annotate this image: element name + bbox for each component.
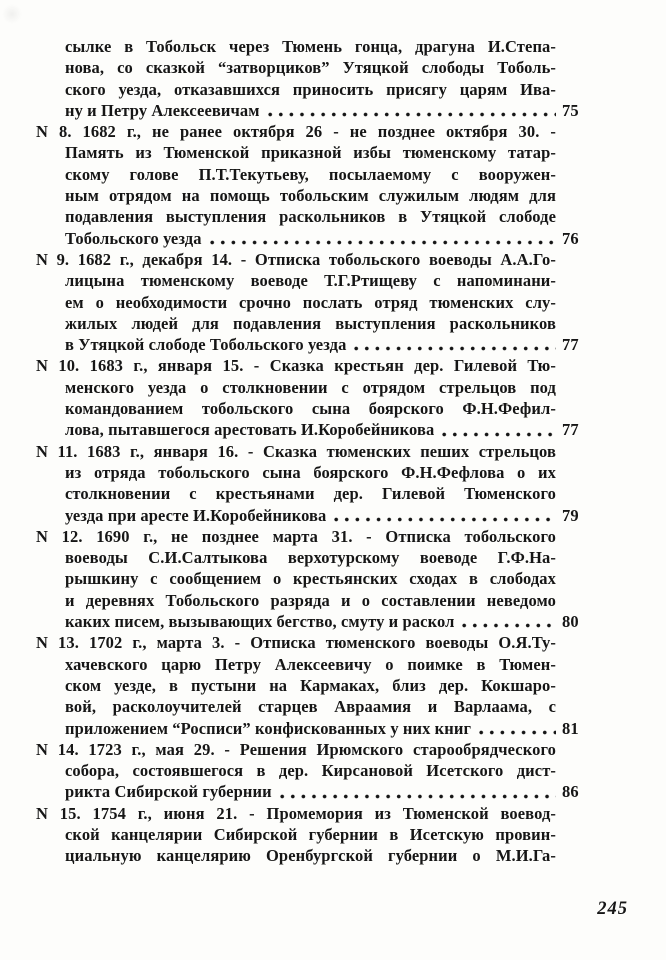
toc-entry: [36, 249, 608, 355]
toc-line-with-page-ref: [36, 611, 608, 632]
toc-line: каких писем, вызывающих бегство, смуту и раскол: [65, 612, 455, 632]
toc-line: рышкину с сообщением о крестьянских сходах в слободах: [65, 569, 556, 589]
toc-line: ской канцелярии Сибирской губернии в Исетскую провин-: [65, 824, 556, 844]
toc-line-with-page-ref: [36, 419, 608, 440]
toc-line: собора, состоявшегося в дер. Кирсановой Исетского дист-: [65, 761, 556, 781]
toc-line: Тобольского уезда: [65, 228, 202, 248]
dot-leader: [210, 239, 556, 246]
toc-line: ным отрядом на помощь тобольским служилым людям для: [65, 186, 556, 206]
toc-line: Память из Тюменской приказной избы тюменскому татар-: [65, 143, 556, 163]
dot-leader: [442, 431, 556, 438]
dot-leader: [354, 345, 556, 352]
toc-line: циальную канцелярию Оренбургской губернии о М.И.Га-: [65, 846, 556, 866]
dot-leader: [462, 622, 556, 629]
toc-line: N 12. 1690 г., не позднее марта 31. - Отписка тобольского: [36, 526, 556, 546]
toc-line: командованием тобольского сына боярского Ф.Н.Фефил-: [65, 399, 556, 419]
toc-line-with-page-ref: [36, 781, 608, 802]
dot-leader: [280, 793, 556, 800]
toc-line: лова, пытавшегося арестовать И.Коробейникова: [65, 420, 435, 440]
toc-entry: [36, 121, 608, 249]
toc-line: уезда при аресте И.Коробейникова: [65, 505, 327, 525]
entry-page-number: 81: [562, 718, 579, 738]
entry-page-number: 80: [562, 612, 579, 632]
toc-entries: [36, 36, 608, 867]
entry-page-number: 77: [562, 335, 579, 355]
toc-line: столкновении с крестьянами дер. Гилевой Тюменского: [65, 484, 556, 504]
toc-line: N 14. 1723 г., мая 29. - Решения Ирюмского старообрядческого: [36, 739, 556, 759]
toc-line: рикта Сибирской губернии: [65, 782, 272, 802]
entry-page-number: 79: [562, 505, 579, 525]
toc-line: менского уезда о столкновении с отрядом стрельцов под: [65, 377, 556, 397]
toc-line: подавления выступления раскольников в Утяцкой слободе: [65, 207, 556, 227]
toc-line: лицына тюменскому воеводе Т.Г.Ртищеву с напоминани-: [65, 271, 556, 291]
entry-page-number: 86: [562, 782, 579, 802]
toc-line-with-page-ref: [36, 505, 608, 526]
toc-line: из отряда тобольского сына боярского Ф.Н.Фефлова о их: [65, 462, 556, 482]
toc-entry: [36, 526, 608, 632]
toc-line: ского уезда, отказавшихся приносить присягу царям Ива-: [65, 79, 556, 99]
toc-line: ем о необходимости срочно послать отряд тюменских слу-: [65, 292, 556, 312]
toc-line-with-page-ref: [36, 100, 608, 121]
entry-page-number: 76: [562, 228, 579, 248]
toc-line: хачевского царю Петру Алексеевичу о поимке в Тюмен-: [65, 654, 556, 674]
toc-line: скому голове П.Т.Текутьеву, посылаемому с вооружен-: [65, 164, 556, 184]
toc-line: N 8. 1682 г., не ранее октября 26 - не позднее октября 30. -: [36, 122, 556, 142]
toc-entry: [36, 803, 608, 867]
entry-page-number: 77: [562, 420, 579, 440]
dot-leader: [268, 111, 556, 118]
toc-line-with-page-ref: [36, 228, 608, 249]
toc-line: ском уезде, в пустыни на Кармаках, близ дер. Кокшаро-: [65, 675, 556, 695]
toc-line: жилых людей для подавления выступления раскольников: [65, 313, 556, 333]
toc-entry: [36, 441, 608, 526]
toc-line-with-page-ref: [36, 334, 608, 355]
toc-line: в Утяцкой слободе Тобольского уезда: [65, 335, 347, 355]
toc-entry: [36, 36, 608, 121]
toc-line: вой, расколоучителей старцев Авраамия и Варлаама, с: [65, 697, 556, 717]
toc-line: N 10. 1683 г., января 15. - Сказка крестьян дер. Гилевой Тю-: [36, 356, 556, 376]
toc-line: нова, со сказкой “затворциков” Утяцкой слободы Тоболь-: [65, 58, 556, 78]
dot-leader: [334, 516, 556, 523]
toc-line: приложением “Росписи” конфискованных у них книг: [65, 718, 472, 738]
toc-entry: [36, 739, 608, 803]
folio-page-number: 245: [597, 899, 628, 919]
toc-line: и деревнях Тобольского разряда и о составлении неведомо: [65, 590, 556, 610]
toc-line: ну и Петру Алексеевичам: [65, 100, 260, 120]
toc-entry: [36, 632, 608, 738]
toc-line-with-page-ref: [36, 718, 608, 739]
toc-entry: [36, 355, 608, 440]
toc-line: N 13. 1702 г., марта 3. - Отписка тюменского воеводы О.Я.Ту-: [36, 633, 556, 653]
entry-page-number: 75: [562, 100, 579, 120]
toc-line: сылке в Тобольск через Тюмень гонца, драгуна И.Степа-: [65, 37, 556, 56]
dot-leader: [479, 729, 556, 736]
toc-line: N 11. 1683 г., января 16. - Сказка тюменских пеших стрельцов: [36, 441, 556, 461]
toc-line: N 15. 1754 г., июня 21. - Промемория из Тюменской воевод-: [36, 803, 556, 823]
toc-line: воеводы С.И.Салтыкова верхотурскому воеводе Г.Ф.На-: [65, 548, 556, 568]
toc-line: N 9. 1682 г., декабря 14. - Отписка тобольского воеводы А.А.Го-: [36, 249, 556, 269]
